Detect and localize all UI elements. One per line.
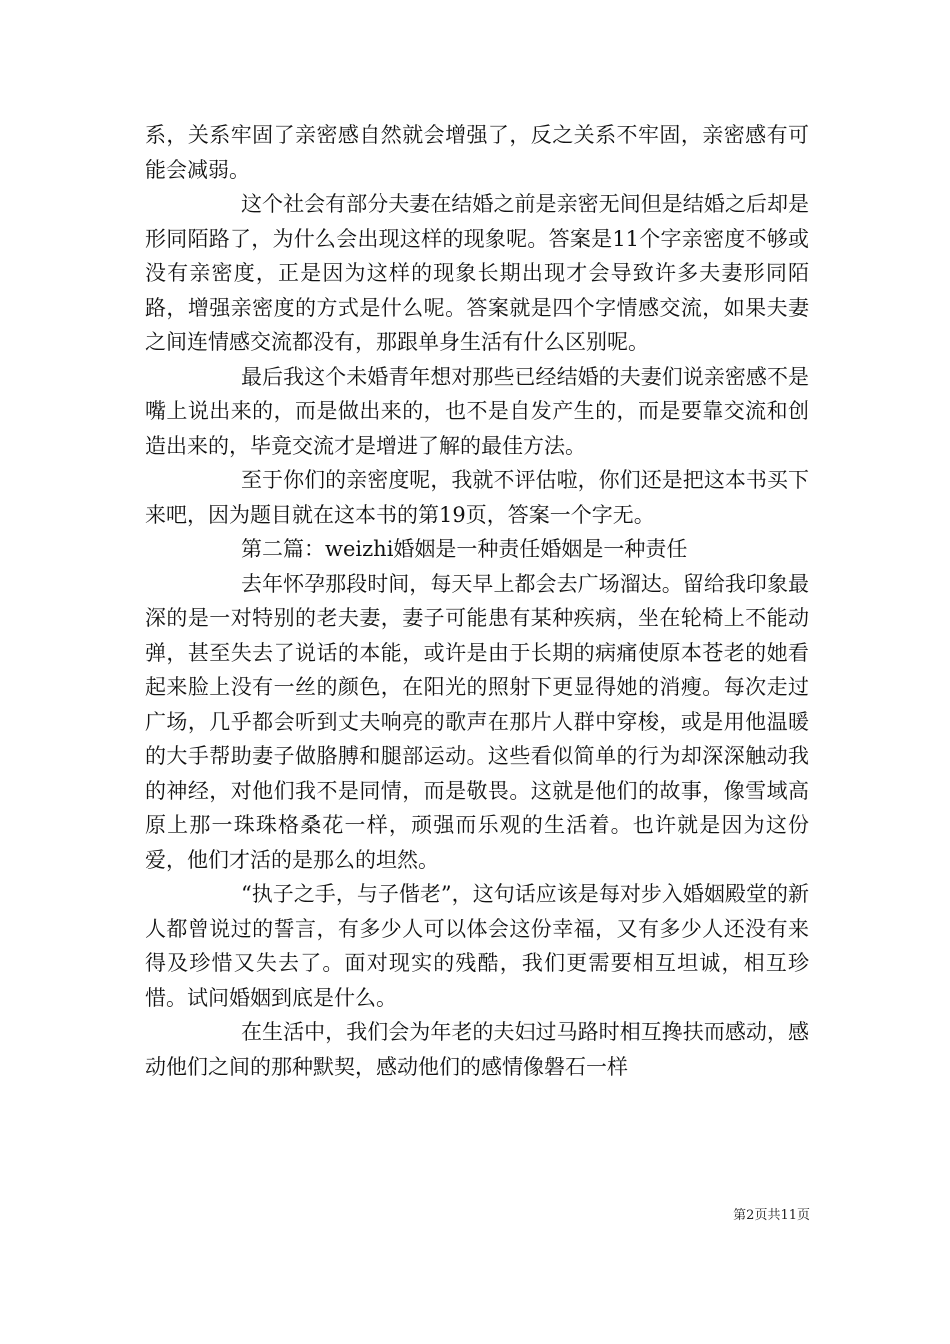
paragraph-vow-quote: “执子之手，与子偕老”，这句话应该是每对步入婚姻殿堂的新人都曾说过的誓言，有多少人可以体会这份幸福，又有多少人还没有来得及珍惜又失去了。面对现实的残酷，我们更需要相互坦诚，相互珍惜。试问婚姻到底是什么。	[145, 882, 809, 1010]
paragraph-closing-remarks: 最后我这个未婚青年想对那些已经结婚的夫妻们说亲密感不是嘴上说出来的，而是做出来的，也不是自发产生的，而是要靠交流和创造出来的，毕竟交流才是增进了解的最佳方法。	[145, 364, 809, 458]
paragraph-old-couple-story: 去年怀孕那段时间，每天早上都会去广场溜达。留给我印象最深的是一对特别的老夫妻，妻子可能患有某种疾病，坐在轮椅上不能动弹，甚至失去了说话的本能，或许是由于长期的病痛使原本苍老的她看起来脸上没有一丝的颜色，在阳光的照射下更显得她的消瘦。每次走过广场，几乎都会听到丈夫响亮的歌声在那片人群中穿梭，或是用他温暖的大手帮助妻子做胳膊和腿部运动。这些看似简单的行为却深深触动我的神经，对他们我不是同情，而是敬畏。这就是他们的故事，像雪域高原上那一珠珠格桑花一样，顽强而乐观的生活着。也许就是因为这份爱，他们才活的是那么的坦然。	[145, 571, 809, 872]
document-page	[145, 118, 809, 1084]
page-number-footer: 第2页共11页	[733, 1208, 810, 1223]
paragraph-in-life: 在生活中，我们会为年老的夫妇过马路时相互搀扶而感动，感动他们之间的那种默契，感动他们的感情像磐石一样	[145, 1020, 809, 1079]
paragraph-intimacy-question: 这个社会有部分夫妻在结婚之前是亲密无间但是结婚之后却是形同陌路了，为什么会出现这样的现象呢。答案是11个字亲密度不够或没有亲密度，正是因为这样的现象长期出现才会导致许多夫妻形同陌路，增强亲密度的方式是什么呢。答案就是四个字情感交流，如果夫妻之间连情感交流都没有，那跟单身生活有什么区别呢。	[145, 192, 809, 354]
paragraph-continuation: 系，关系牢固了亲密感自然就会增强了，反之关系不牢固，亲密感有可能会减弱。	[145, 123, 809, 182]
paragraph-book-note: 至于你们的亲密度呢，我就不评估啦，你们还是把这本书买下来吧，因为题目就在这本书的第19页，答案一个字无。	[145, 468, 809, 527]
section-heading: 第二篇：weizhi婚姻是一种责任婚姻是一种责任	[241, 537, 688, 561]
